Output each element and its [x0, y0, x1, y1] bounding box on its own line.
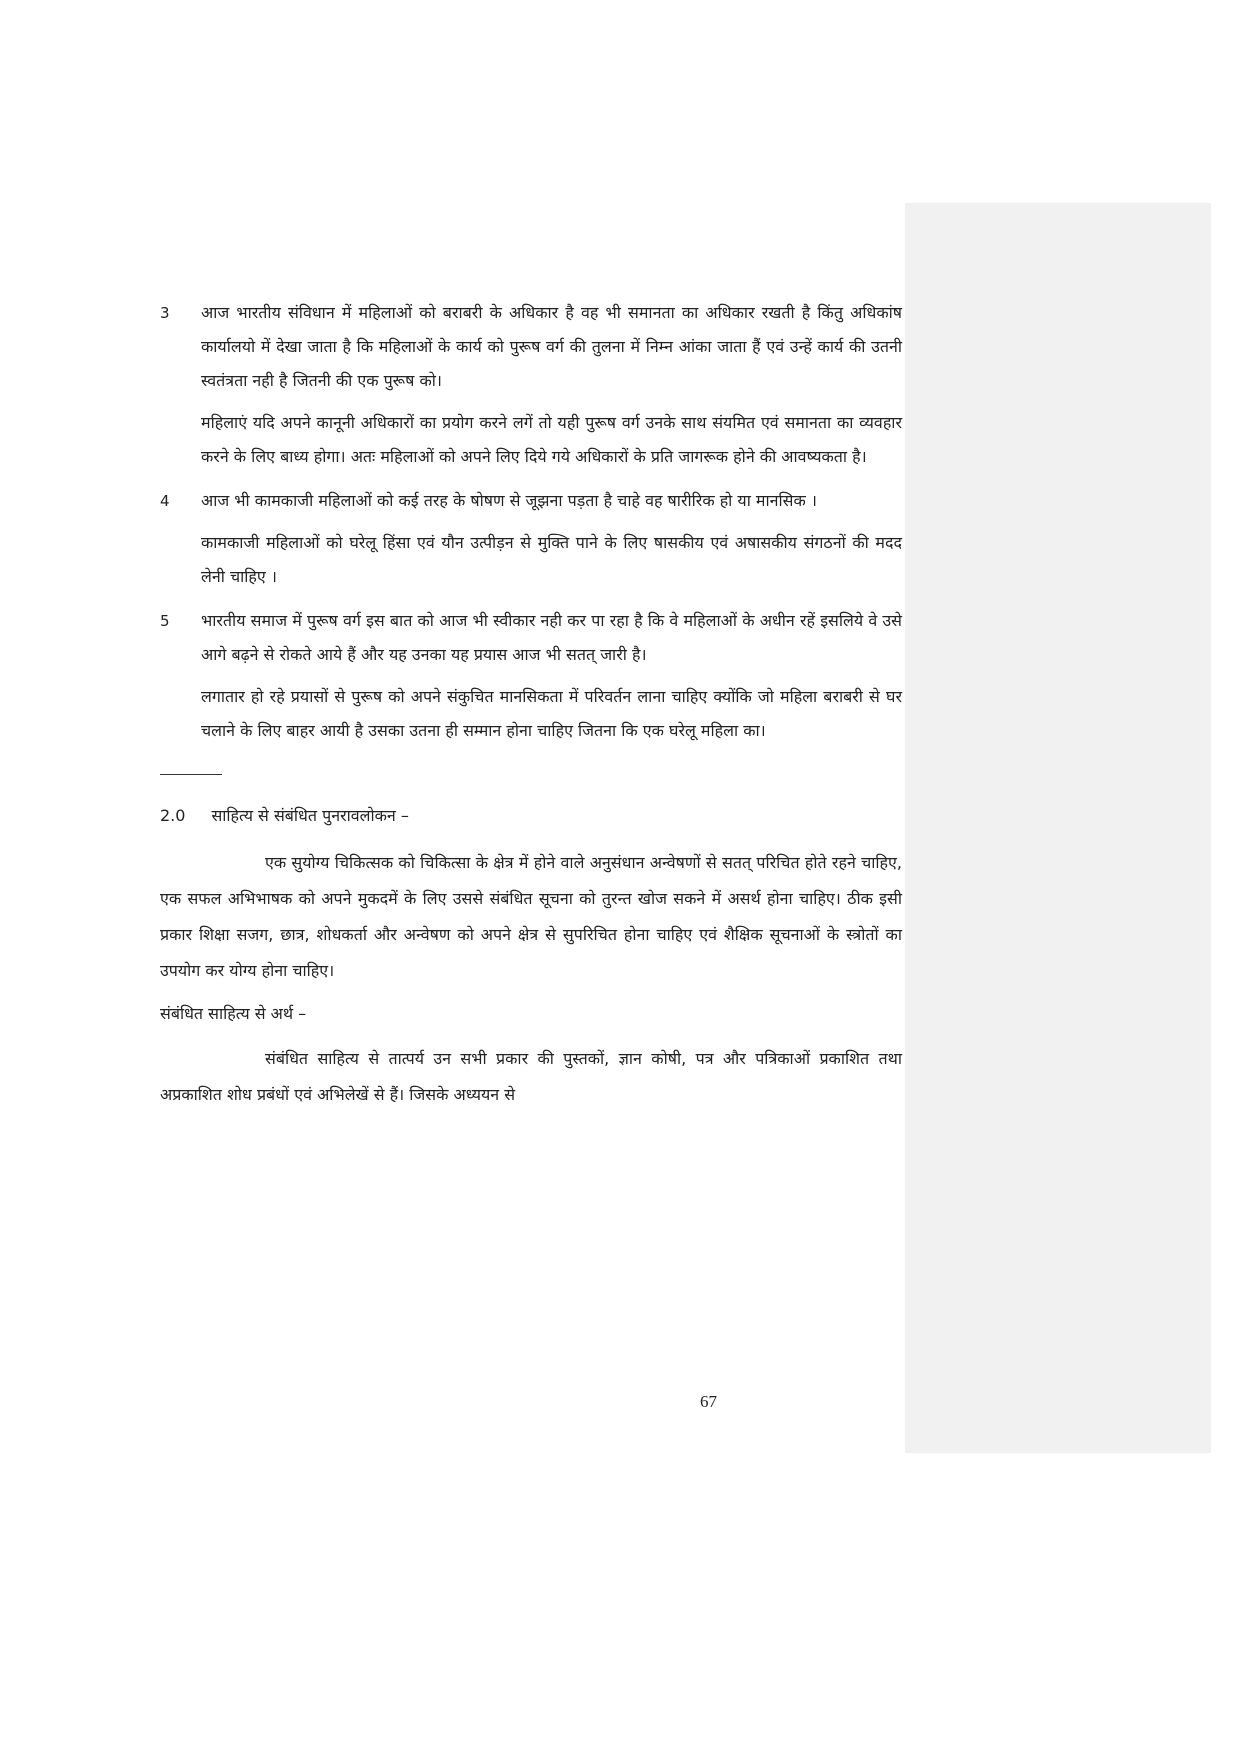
section-heading — [160, 799, 902, 833]
item-paragraph: भारतीय समाज में पुरूष वर्ग इस बात को आज भी स्वीकार नही कर पा रहा है कि वे महिलाओं के अधीन रहें इसलिये वे उसे आगे बढ़ने से रोकते आये हैं और यह उनका यह प्रयास आज भी सतत् जारी है। — [201, 611, 902, 664]
item-number: 5 — [160, 612, 170, 630]
numbered-item-3 — [160, 296, 902, 474]
separator-rule — [160, 774, 222, 775]
item-paragraph: कामकाजी महिलाओं को घरेलू हिंसा एवं यौन उत्पीड़न से मुक्ति पाने के लिए षासकीय एवं अषासकीय संगठनों की मदद लेनी चाहिए । — [201, 533, 902, 586]
section-intro-paragraph: एक सुयोग्य चिकित्सक को चिकित्सा के क्षेत्र में होने वाले अनुसंधान अन्वेषणों से सतत् परिचित होते रहने चाहिए, एक सफल अभिभाषक को अपने मुकदमें के लिए उससे संबंधित सूचना को तुरन्त खोज सकने में असर्थ होना चाहिए। ठीक इसी प्रकार शिक्षा सजग, छात्र, शोधकर्ता और अन्वेषण को अपने क्षेत्र से सुपरिचित होना चाहिए एवं शैक्षिक सूचनाओं के स्त्रोतों का उपयोग कर योग्य होना चाहिए। — [160, 853, 902, 980]
subheading: संबंधित साहित्य से अर्थ – — [160, 1004, 307, 1023]
item-paragraph: महिलाएं यदि अपने कानूनी अधिकारों का प्रयोग करने लगें तो यही पुरूष वर्ग उनके साथ संयमित एवं समानता का व्यवहार करने के लिए बाध्य होगा। अतः महिलाओं को अपने लिए दिये गये अधिकारों के प्रति जागरूक होने की आवष्यकता है। — [201, 413, 902, 466]
item-number: 3 — [160, 304, 170, 322]
subheading-paragraph: संबंधित साहित्य से तात्पर्य उन सभी प्रकार की पुस्तकों, ज्ञान कोषी, पत्र और पत्रिकाओं प्रकाशित तथा अप्रकाशित शोध प्रबंधों एवं अभिलेखें से हैं। जिसके अध्ययन से — [160, 1049, 902, 1104]
item-paragraph: लगातार हो रहे प्रयासों से पुरूष को अपने संकुचित मानसिकता में परिवर्तन लाना चाहिए क्योंकि जो महिला बराबरी से घर चलाने के लिए बाहर आयी है उसका उतना ही सम्मान होना चाहिए जितना कि एक घरेलू महिला का। — [201, 687, 902, 740]
comment-margin-pane — [905, 203, 1211, 1453]
item-number: 4 — [160, 492, 170, 510]
section-title: साहित्य से संबंधित पुनरावलोकन – — [211, 806, 409, 825]
item-paragraph: आज भारतीय संविधान में महिलाओं को बराबरी के अधिकार है वह भी समानता का अधिकार रखती है किंतु अधिकांष कार्यालयो में देखा जाता है कि महिलाओं के कार्य को पुरूष वर्ग की तुलना में निम्न आंका जाता हैं एवं उन्हें कार्य की उतनी स्वतंत्रता नही है जितनी की एक पुरूष को। — [201, 303, 902, 390]
document-body — [160, 296, 902, 1121]
page-number: 67 — [700, 1392, 717, 1411]
section-number: 2.0 — [160, 806, 186, 825]
numbered-item-5 — [160, 604, 902, 748]
numbered-item-4 — [160, 484, 902, 594]
item-paragraph: आज भी कामकाजी महिलाओं को कई तरह के षोषण से जूझना पड़ता है चाहे वह षारीरिक हो या मानसिक । — [201, 491, 817, 510]
